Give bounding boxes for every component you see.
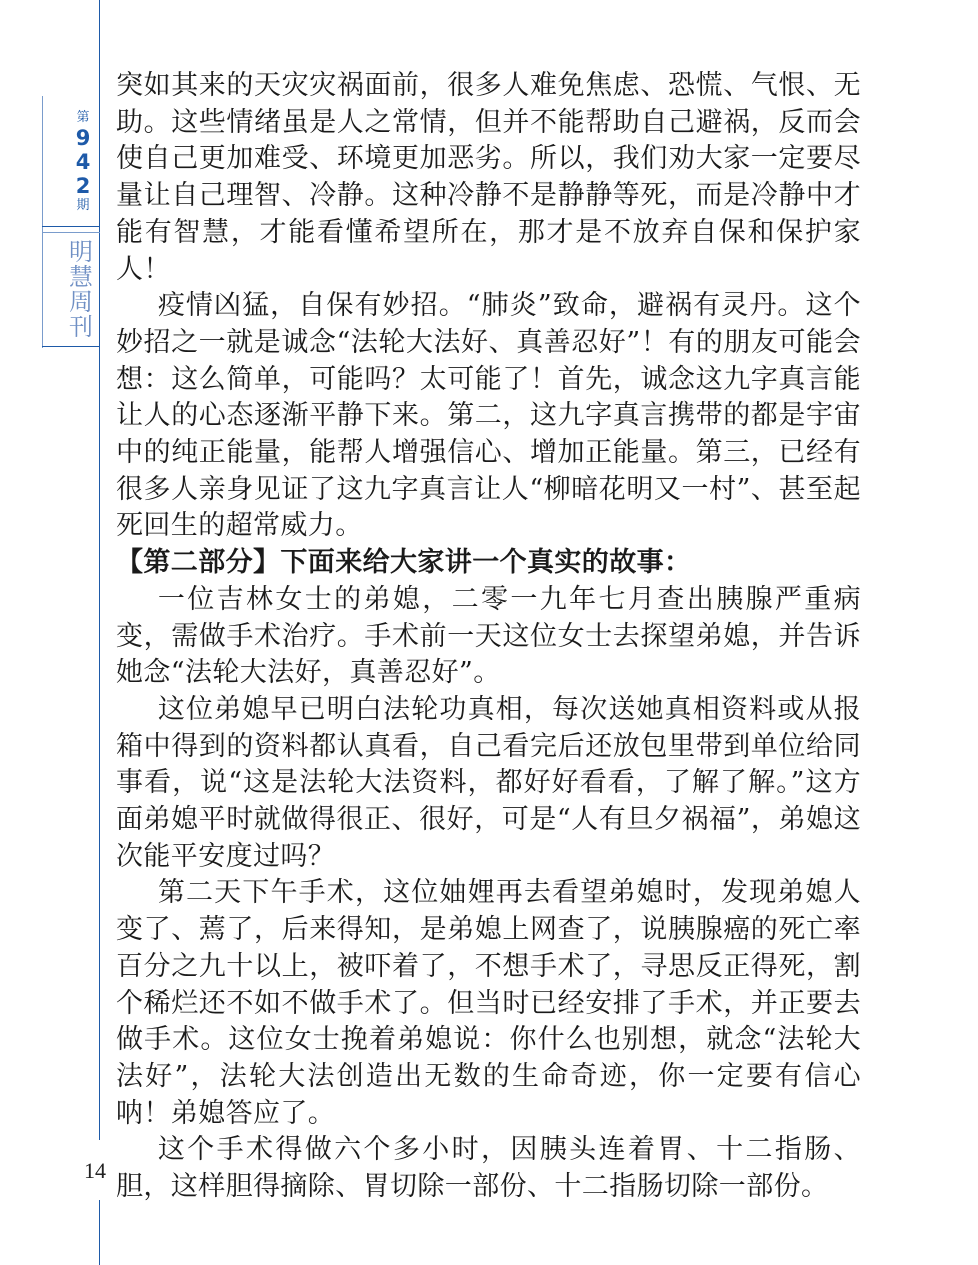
issue-suffix: 期 bbox=[76, 198, 90, 213]
paragraph: 突如其来的天灾灾祸面前，很多人难免焦虑、恐慌、气恨、无助。这些情绪虽是人之常情，但并不能帮助自己避祸，反而会使自己更加难受、环境更加恶劣。所以，我们劝大家一定要尽量让自己理智、冷静。这种冷静不是静静等死，而是冷静中才能有智慧，才能看懂希望所在，那才是不放弃自保和保护家人！ bbox=[116, 70, 861, 285]
issue-prefix: 第 bbox=[76, 110, 90, 125]
publication-name bbox=[64, 240, 98, 340]
paragraph: 这位弟媳早已明白法轮功真相，每次送她真相资料或从报箱中得到的资料都认真看，自己看完后还放包里带到单位给同事看，说“这是法轮大法资料，都好好看看，了解了解。”这方面弟媳平时就做得很正、很好，可是“人有旦夕祸福”，弟媳这次能平安度过吗？ bbox=[116, 693, 861, 872]
issue-digit: 2 bbox=[75, 174, 91, 198]
issue-digit: 9 bbox=[75, 126, 91, 150]
brand-char: 慧 bbox=[69, 263, 93, 291]
sidebar-divider bbox=[42, 346, 100, 347]
sidebar-divider bbox=[42, 232, 100, 233]
article-body bbox=[116, 68, 861, 1206]
section-heading: 【第二部分】下面来给大家讲一个真实的故事： bbox=[116, 547, 692, 579]
paragraph: 一位吉林女士的弟媳，二零一九年七月查出胰腺严重病变，需做手术治疗。手术前一天这位女士去探望弟媳，并告诉她念“法轮大法好，真善忍好”。 bbox=[116, 583, 861, 689]
issue-digit: 4 bbox=[75, 150, 91, 174]
margin-rule-lower bbox=[99, 1200, 100, 1265]
paragraph: 这个手术得做六个多小时，因胰头连着胃、十二指肠、胆，这样胆得摘除、胃切除一部份、十二指肠切除一部份。 bbox=[116, 1134, 861, 1203]
paragraph: 第二天下午手术，这位妯娌再去看望弟媳时，发现弟媳人变了、蔫了，后来得知，是弟媳上网查了，说胰腺癌的死亡率百分之九十以上，被吓着了，不想手术了，寻思反正得死，割个稀烂还不如不做手术了。但当时已经安排了手术，并正要去做手术。这位女士挽着弟媳说：你什么也别想，就念“法轮大法好”，法轮大法创造出无数的生命奇迹，你一定要有信心呐！弟媳答应了。 bbox=[116, 877, 861, 1129]
brand-char: 明 bbox=[69, 238, 93, 266]
paragraph: 疫情凶猛，自保有妙招。“肺炎”致命，避祸有灵丹。这个妙招之一就是诚念“法轮大法好、真善忍好”！有的朋友可能会想：这么简单，可能吗？太可能了！首先，诚念这九字真言能让人的心态逐渐平静下来。第二，这九字真言携带的都是宇宙中的纯正能量，能帮人增强信心、增加正能量。第三，已经有很多人亲身见证了这九字真言让人“柳暗花明又一村”、甚至起死回生的超常威力。 bbox=[116, 290, 861, 542]
page-number: 14 bbox=[84, 1158, 106, 1183]
brand-char: 周 bbox=[69, 288, 93, 316]
sidebar-divider bbox=[42, 226, 100, 227]
brand-char: 刊 bbox=[69, 313, 93, 341]
issue-number bbox=[56, 110, 110, 214]
